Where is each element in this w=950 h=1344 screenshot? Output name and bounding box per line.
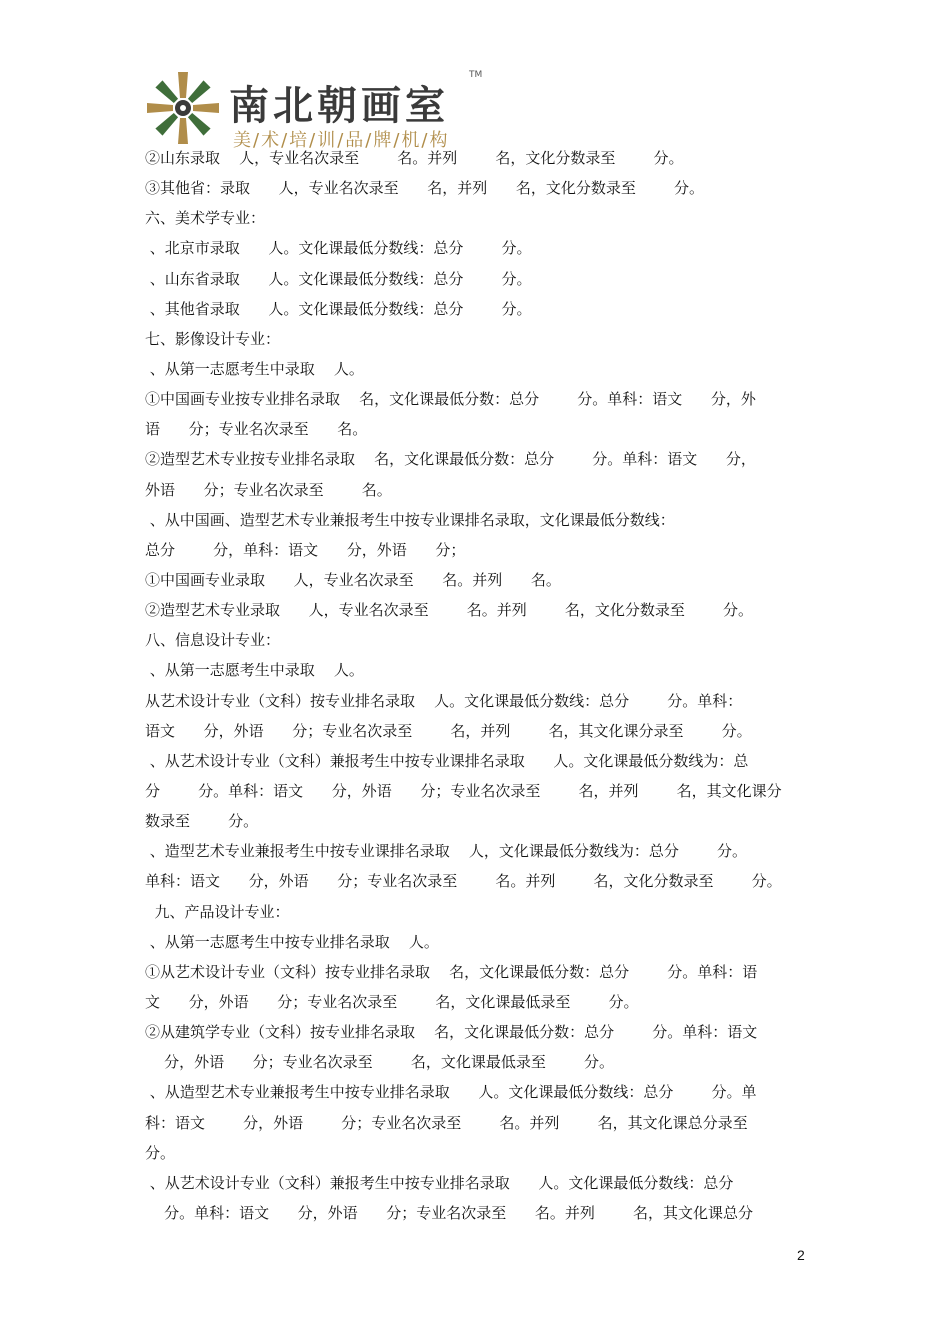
text-line: 外语 分；专业名次录至 名。 — [145, 480, 392, 499]
text-line: 六、美术学专业： — [145, 209, 266, 228]
text-line: 、山东省录取 人。文化课最低分数线：总分 分。 — [145, 269, 532, 288]
text-line: ①中国画专业录取 人，专业名次录至 名。并列 名。 — [145, 570, 561, 589]
text-line: 语文 分，外语 分；专业名次录至 名，并列 名，其文化课分录至 分。 — [145, 721, 752, 740]
text-line: 从艺术设计专业（文科）按专业排名录取 人。文化课最低分数线：总分 分。单科： — [145, 691, 743, 710]
trademark-mark: TM — [469, 70, 483, 80]
text-line: 、从第一志愿考生中录取 人。 — [145, 359, 364, 378]
document-body — [145, 143, 810, 1228]
text-line: 分 分。单科：语文 分，外语 分；专业名次录至 名，并列 名，其文化课分 — [145, 781, 782, 800]
text-line: 数录至 分。 — [145, 812, 259, 831]
text-line: ①中国画专业按专业排名录取 名，文化课最低分数：总分 分。单科：语文 分，外 — [145, 390, 756, 409]
text-line: ②山东录取 人，专业名次录至 名。并列 名，文化分数录至 分。 — [145, 149, 684, 167]
logo — [143, 68, 483, 152]
text-line: 、从第一志愿考生中按专业排名录取 人。 — [145, 932, 439, 951]
page-number: 2 — [797, 1247, 805, 1263]
text-line: 、从艺术设计专业（文科）兼报考生中按专业课排名录取 人。文化课最低分数线为：总 — [145, 751, 749, 770]
text-line: 分，外语 分；专业名次录至 名，文化课最低录至 分。 — [145, 1053, 614, 1072]
text-line: ①从艺术设计专业（文科）按专业排名录取 名，文化课最低分数：总分 分。单科：语 — [145, 962, 758, 981]
text-line: 、从第一志愿考生中录取 人。 — [145, 661, 364, 680]
text-line: 语 分；专业名次录至 名。 — [145, 420, 368, 439]
text-line: 科：语文 分，外语 分；专业名次录至 名。并列 名，其文化课总分录至 — [145, 1113, 748, 1132]
text-line: 、北京市录取 人。文化课最低分数线：总分 分。 — [145, 239, 532, 258]
text-line: 总分 分，单科：语文 分，外语 分； — [145, 540, 466, 559]
text-line: 、从中国画、造型艺术专业兼报考生中按专业课排名录取，文化课最低分数线： — [145, 510, 675, 529]
text-line: 、其他省录取 人。文化课最低分数线：总分 分。 — [145, 299, 532, 318]
text-line: 文 分，外语 分；专业名次录至 名，文化课最低录至 分。 — [145, 992, 639, 1011]
flower-logo-icon — [143, 68, 223, 148]
text-line: 分。 — [145, 1143, 176, 1162]
text-line: 七、影像设计专业： — [145, 329, 281, 348]
text-line: ③其他省：录取 人，专业名次录至 名，并列 名，文化分数录至 分。 — [145, 179, 704, 198]
text-line: 、造型艺术专业兼报考生中按专业课排名录取 人，文化课最低分数线为：总分 分。 — [145, 842, 747, 861]
text-line: 九、产品设计专业： — [145, 902, 290, 921]
text-line: 分。单科：语文 分，外语 分；专业名次录至 名。并列 名，其文化课总分 — [145, 1203, 754, 1222]
text-line: 、从造型艺术专业兼报考生中按专业排名录取 人。文化课最低分数线：总分 分。单 — [145, 1083, 757, 1102]
text-line: 单科：语文 分，外语 分；专业名次录至 名。并列 名，文化分数录至 分。 — [145, 872, 782, 891]
logo-subtitle: 美/术/培/训/品/牌/机/构 — [233, 130, 450, 151]
text-line: 八、信息设计专业： — [145, 631, 281, 650]
text-line: 、从艺术设计专业（文科）兼报考生中按专业排名录取 人。文化课最低分数线：总分 — [145, 1173, 734, 1192]
text-line: ②造型艺术专业按专业排名录取 名，文化课最低分数：总分 分。单科：语文 分， — [145, 450, 756, 469]
logo-title: 南北朝画室 — [229, 83, 449, 129]
text-line: ②从建筑学专业（文科）按专业排名录取 名，文化课最低分数：总分 分。单科：语文 — [145, 1023, 758, 1042]
text-line: ②造型艺术专业录取 人，专业名次录至 名。并列 名，文化分数录至 分。 — [145, 601, 754, 620]
